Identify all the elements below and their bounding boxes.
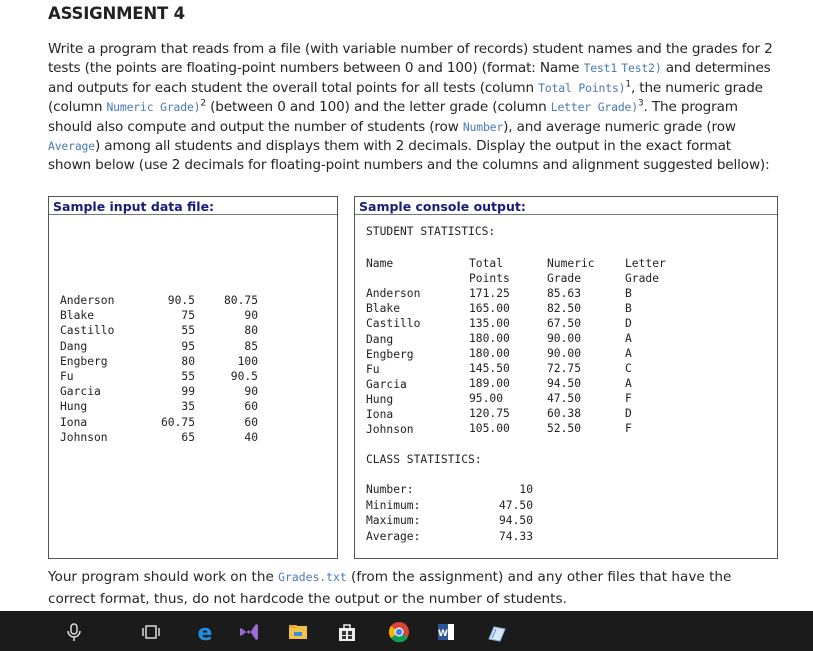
test1-score: 55 bbox=[181, 370, 195, 383]
microphone-icon[interactable] bbox=[63, 621, 85, 643]
numeric-grade: 72.75 bbox=[547, 362, 582, 375]
total-points: 120.75 bbox=[469, 407, 510, 420]
letter-grade: B bbox=[625, 302, 632, 315]
header-grade: Grade bbox=[547, 272, 582, 285]
student-name: Fu bbox=[60, 370, 74, 383]
test2-score: 80.75 bbox=[223, 294, 258, 307]
test1-score: 99 bbox=[181, 385, 195, 399]
student-name: Anderson bbox=[60, 294, 115, 307]
header-points: Points bbox=[469, 272, 510, 285]
assignment-title: ASSIGNMENT 4 bbox=[48, 4, 185, 23]
student-name: Engberg bbox=[60, 354, 108, 368]
total-points: 165.00 bbox=[469, 302, 510, 315]
header-letter-grade: Grade bbox=[625, 272, 660, 285]
student-name: Johnson bbox=[60, 430, 108, 444]
footnote-1: 1 bbox=[625, 79, 631, 90]
sample-input-box bbox=[48, 196, 338, 559]
total-points: 95.00 bbox=[469, 392, 504, 405]
letter-grade: C bbox=[625, 362, 632, 375]
numeric-grade: 94.50 bbox=[547, 377, 582, 390]
test1-score: 60.75 bbox=[160, 415, 195, 429]
word-icon[interactable] bbox=[435, 621, 457, 643]
test2-score: 85 bbox=[244, 339, 258, 353]
test2-score: 80 bbox=[244, 324, 258, 338]
file-explorer-icon[interactable] bbox=[287, 621, 309, 643]
class-stat-value: 47.50 bbox=[498, 498, 533, 512]
numeric-grade: 90.00 bbox=[547, 347, 582, 360]
edge-browser-icon[interactable] bbox=[194, 621, 216, 643]
para-text: (between 0 and 100) and the letter grade (column bbox=[205, 99, 551, 116]
numeric-grade: 85.63 bbox=[547, 287, 582, 300]
student-name: Hung bbox=[60, 400, 88, 414]
test2-score: 100 bbox=[237, 354, 258, 368]
student-name: Blake bbox=[366, 302, 401, 315]
student-name: Blake bbox=[60, 309, 95, 323]
notepad-icon[interactable] bbox=[486, 621, 508, 643]
letter-grade: F bbox=[625, 392, 632, 405]
total-points: 180.00 bbox=[469, 332, 510, 345]
footnote-2: 2 bbox=[200, 98, 206, 109]
class-stat-label: Number: bbox=[366, 483, 414, 496]
class-stat-label: Average: bbox=[366, 529, 421, 543]
total-points: 180.00 bbox=[469, 347, 510, 360]
letter-grade: A bbox=[625, 332, 632, 345]
student-name: Hung bbox=[366, 393, 394, 406]
test1-score: 90.5 bbox=[167, 294, 195, 307]
code-total-points: Total Points) bbox=[538, 80, 626, 95]
student-name: Garcia bbox=[60, 385, 101, 399]
student-name: Johnson bbox=[366, 423, 414, 436]
test1-score: 55 bbox=[181, 324, 195, 338]
svg-text:e: e bbox=[197, 621, 213, 643]
numeric-grade: 82.50 bbox=[547, 302, 582, 315]
student-name: Castillo bbox=[60, 324, 115, 338]
test1-score: 80 bbox=[181, 354, 195, 368]
footer-text: Your program should work on the bbox=[48, 569, 279, 585]
divider bbox=[355, 214, 777, 215]
total-points: 171.25 bbox=[469, 287, 510, 300]
sample-output-heading: Sample console output: bbox=[359, 199, 526, 214]
class-statistics-title: CLASS STATISTICS: bbox=[366, 453, 482, 466]
total-points: 145.50 bbox=[469, 362, 510, 375]
para-text: , the numeric grade (column bbox=[48, 79, 763, 116]
visual-studio-icon[interactable] bbox=[238, 621, 260, 643]
class-stat-value: 94.50 bbox=[498, 514, 533, 527]
para-text: Write a program that reads from a file (with variable number of records) student names and the grades for 2 tests (the points are floating-point numbers between 0 and 100) (format: Name bbox=[48, 41, 773, 77]
footer-text: (from the assignment) and any other files that have the correct format, thus, do not hardcode the output or the number of students. bbox=[48, 569, 732, 607]
letter-grade: F bbox=[625, 422, 632, 435]
para-text: . The program should also compute and output the number of students (row bbox=[48, 99, 738, 135]
para-text: and determines and outputs for each student the overall total points for all tests (column bbox=[48, 60, 771, 96]
numeric-grade: 90.00 bbox=[547, 332, 582, 345]
sample-input-heading: Sample input data file: bbox=[53, 199, 215, 214]
test2-score: 40 bbox=[244, 430, 258, 444]
letter-grade: D bbox=[625, 317, 632, 330]
student-statistics-title: STUDENT STATISTICS: bbox=[366, 225, 496, 238]
letter-grade: B bbox=[625, 287, 632, 300]
test2-score: 90.5 bbox=[230, 370, 258, 383]
class-stat-label: Minimum: bbox=[366, 498, 421, 512]
class-stat-value: 10 bbox=[519, 483, 533, 496]
instructions-paragraph bbox=[48, 40, 776, 176]
code-number: Number bbox=[462, 119, 504, 134]
test1-score: 35 bbox=[181, 400, 195, 414]
header-numeric: Numeric bbox=[547, 257, 595, 270]
test2-score: 90 bbox=[244, 385, 258, 399]
test1-score: 95 bbox=[181, 339, 195, 353]
numeric-grade: 47.50 bbox=[547, 392, 582, 405]
code-average: Average bbox=[48, 139, 95, 154]
numeric-grade: 67.50 bbox=[547, 317, 582, 330]
student-name: Anderson bbox=[366, 287, 421, 300]
code-numeric-grade: Numeric Grade) bbox=[106, 100, 201, 115]
student-name: Castillo bbox=[366, 317, 421, 330]
header-total: Total bbox=[469, 257, 504, 270]
header-letter: Letter bbox=[625, 257, 666, 270]
code-letter-grade: Letter Grade) bbox=[550, 100, 638, 115]
code-grades-file: Grades.txt bbox=[278, 570, 347, 584]
total-points: 105.00 bbox=[469, 422, 510, 435]
test2-score: 90 bbox=[244, 309, 258, 323]
footer-paragraph bbox=[48, 566, 776, 610]
total-points: 189.00 bbox=[469, 377, 510, 390]
taskbar bbox=[0, 611, 813, 651]
class-stat-value: 74.33 bbox=[498, 529, 533, 543]
chrome-icon[interactable] bbox=[388, 621, 410, 643]
student-name: Fu bbox=[366, 363, 380, 376]
store-icon[interactable] bbox=[336, 621, 358, 643]
student-name: Engberg bbox=[366, 348, 414, 361]
total-points: 135.00 bbox=[469, 317, 510, 330]
student-name: Iona bbox=[366, 408, 394, 421]
header-name: Name bbox=[366, 257, 394, 270]
svg-text:W: W bbox=[438, 629, 448, 639]
divider bbox=[49, 214, 337, 215]
student-name: Dang bbox=[60, 339, 88, 353]
letter-grade: A bbox=[625, 377, 632, 390]
numeric-grade: 60.38 bbox=[547, 407, 582, 420]
para-text: ) among all students and displays them with 2 decimals. Display the output in the exact format shown below (use 2 decimals for floating-point numbers and the columns and alignment suggested bellow): bbox=[48, 138, 770, 174]
sample-output-box bbox=[354, 196, 778, 559]
task-view-icon[interactable] bbox=[140, 621, 162, 643]
code-test1: Test1 bbox=[583, 61, 618, 76]
student-name: Dang bbox=[366, 333, 394, 346]
student-name: Garcia bbox=[366, 378, 407, 391]
code-test2: Test2) bbox=[621, 61, 662, 76]
numeric-grade: 52.50 bbox=[547, 422, 582, 435]
class-stat-label: Maximum: bbox=[366, 514, 421, 527]
test2-score: 60 bbox=[244, 400, 258, 414]
test1-score: 75 bbox=[181, 309, 195, 323]
letter-grade: A bbox=[625, 347, 632, 360]
test1-score: 65 bbox=[181, 430, 195, 444]
footnote-3: 3 bbox=[637, 98, 644, 109]
para-text: ), and average numeric grade (row bbox=[503, 118, 736, 135]
test2-score: 60 bbox=[244, 415, 258, 429]
letter-grade: D bbox=[625, 407, 632, 420]
student-name: Iona bbox=[60, 415, 88, 429]
